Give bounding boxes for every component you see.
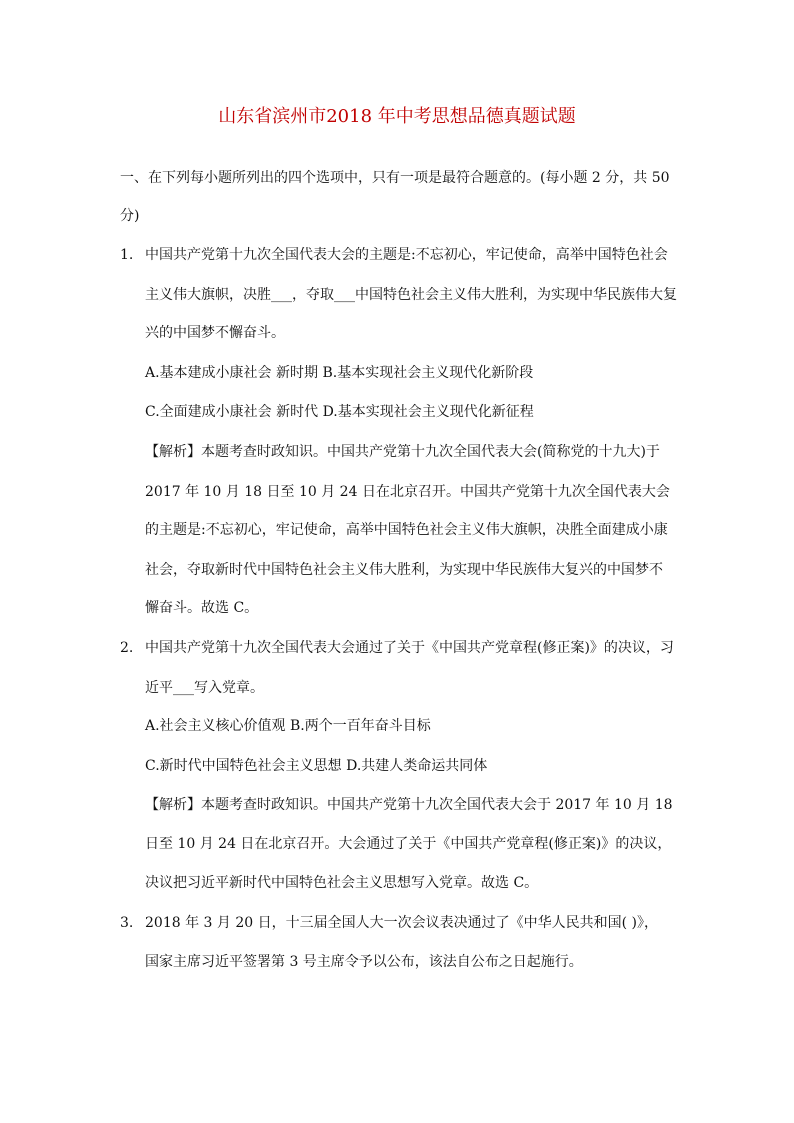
question-1-explanation-line-5: 懈奋斗。故选 C。 [145,600,259,616]
question-1-explanation-line-3: 的主题是:不忘初心，牢记使命，高举中国特色社会主义伟大旗帜，决胜全面建成小康 [145,522,668,538]
section-heading-line-1: 一、在下列每小题所列出的四个选项中，只有一项是最符合题意的。(每小题 2 分，共 50 [120,170,670,186]
question-3-stem-line-2: 国家主席习近平签署第 3 号主席令予以公布，该法自公布之日起施行。 [145,954,583,970]
question-2-stem-line-1: 中国共产党第十九次全国代表大会通过了关于《中国共产党章程(修正案)》的决议，习 [145,640,674,656]
question-3-stem-line-1: 2018 年 3 月 20 日，十三届全国人大一次会议表决通过了《中华人民共和国( )》， [145,915,658,931]
section-heading-line-2: 分) [120,208,140,224]
question-2-stem-line-2: 近平___写入党章。 [145,680,264,696]
question-1-explanation-line-1: 【解析】本题考查时政知识。中国共产党第十九次全国代表大会(简称党的十九大)于 [145,444,660,460]
question-1-stem-line-1: 中国共产党第十九次全国代表大会的主题是:不忘初心，牢记使命，高举中国特色社会 [145,247,668,263]
question-2-explanation-line-2: 日至 10 月 24 日在北京召开。大会通过了关于《中国共产党章程(修正案)》的决议， [145,836,672,852]
question-1-options-cd: C.全面建成小康社会 新时代 D.基本实现社会主义现代化新征程 [145,404,534,420]
question-1-stem-line-3: 兴的中国梦不懈奋斗。 [145,325,285,341]
question-3-number: 3. [120,915,134,931]
question-2-explanation-line-3: 决议把习近平新时代中国特色社会主义思想写入党章。故选 C。 [145,875,539,891]
page-title: 山东省滨州市2018 年中考思想品德真题试题 [218,106,576,127]
question-1-explanation-line-2: 2017 年 10 月 18 日至 10 月 24 日在北京召开。中国共产党第十九次全国代表大会 [145,484,670,500]
question-1-number: 1. [120,247,134,263]
question-1-options-ab: A.基本建成小康社会 新时期 B.基本实现社会主义现代化新阶段 [145,365,534,381]
question-1-stem-line-2: 主义伟大旗帜，决胜___，夺取___中国特色社会主义伟大胜利，为实现中华民族伟大复 [145,287,677,303]
question-2-options-cd: C.新时代中国特色社会主义思想 D.共建人类命运共同体 [145,758,488,774]
question-1-explanation-line-4: 社会，夺取新时代中国特色社会主义伟大胜利，为实现中华民族伟大复兴的中国梦不 [145,562,663,578]
question-2-options-ab: A.社会主义核心价值观 B.两个一百年奋斗目标 [145,718,431,734]
question-2-explanation-line-1: 【解析】本题考查时政知识。中国共产党第十九次全国代表大会于 2017 年 10 月 18 [145,797,673,813]
question-2-number: 2. [120,640,134,656]
